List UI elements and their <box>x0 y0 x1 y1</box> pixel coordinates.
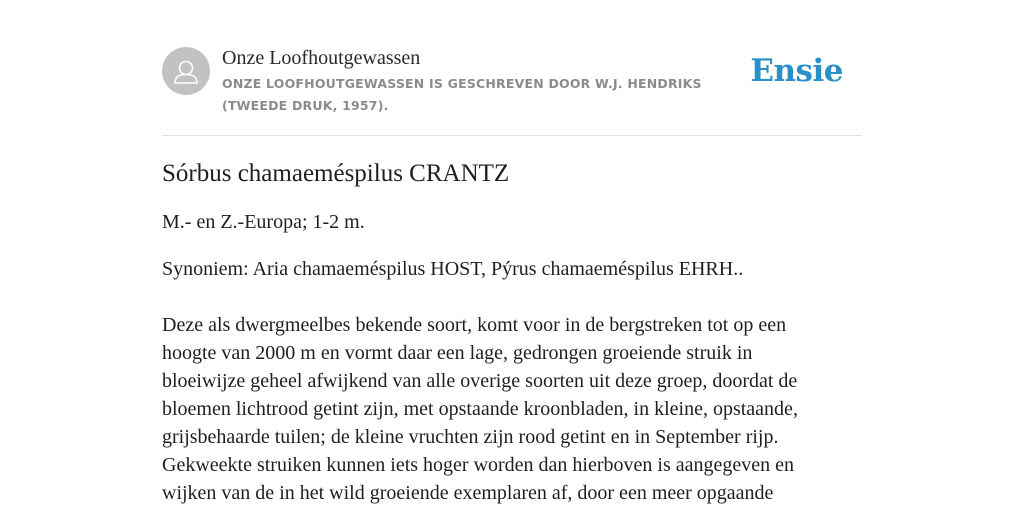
article-meta: M.- en Z.-Europa; 1-2 m. <box>162 211 365 233</box>
source-title[interactable]: Onze Loofhoutgewassen <box>222 47 421 69</box>
header-divider <box>162 135 862 136</box>
article-title: Sórbus chamaeméspilus CRANTZ <box>162 160 510 187</box>
article-body: Deze als dwergmeelbes bekende soort, komt voor in de bergstreken tot op een hoogte van 2000 m en vormt daar een lage, gedrongen groeiende struik in bloeiwijze geheel afwijkend van alle overige soorten uit deze groep, doordat de bloemen lichtrood getint zijn, met opstaande kroonbladen, in kleine, opstaande, grijsbehaarde tuilen; de kleine vruchten zijn rood getint en in September rijp. Gekweekte struiken kunnen iets hoger worden dan hierboven is aangegeven en wijken van de in het wild groeiende exemplaren af, door een meer opgaande <box>162 314 798 504</box>
source-description: ONZE LOOFHOUTGEWASSEN IS GESCHREVEN DOOR W.J. HENDRIKS (TWEEDE DRUK, 1957). <box>222 76 702 113</box>
user-silhouette-icon <box>162 47 210 95</box>
source-header <box>162 46 862 118</box>
avatar[interactable] <box>162 47 210 95</box>
article-synonyms: Synoniem: Aria chamaeméspilus HOST, Pýrus chamaeméspilus EHRH.. <box>162 258 744 280</box>
brand-logo[interactable]: Ensie <box>750 53 843 89</box>
article <box>162 156 862 507</box>
source-info <box>222 46 752 117</box>
